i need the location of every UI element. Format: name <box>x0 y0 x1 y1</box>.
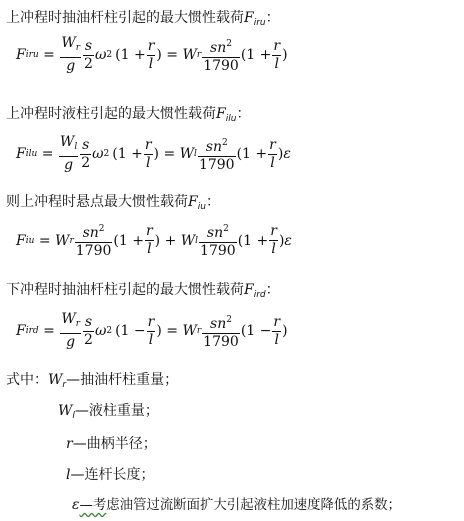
legend-row-3: r—曲柄半径； <box>66 436 157 452</box>
fraction-s-2: $\frac{s}{2}$ <box>84 37 93 72</box>
fraction-Wl-g: $\frac{W_l}{g}$ <box>59 134 78 173</box>
heading-total-upstroke: 则上冲程时悬点最大惯性载荷$F_{iu}$： <box>6 194 220 212</box>
heading-text: 上冲程时抽油杆柱引起的最大惯性载荷 <box>6 10 244 26</box>
fraction-r-l: $\frac{r}{l}$ <box>147 313 155 348</box>
fraction-r-l: $\frac{r}{l}$ <box>147 37 155 72</box>
fraction-sn2-1790: $\frac{sn^2}{1790}$ <box>198 137 235 173</box>
fraction-sn2-1790: $\frac{sn^2}{1790}$ <box>203 314 239 350</box>
symbol-F: F <box>244 10 254 26</box>
fraction-s-2: $\frac{s}{2}$ <box>81 136 91 171</box>
fraction-Wr-g: $\frac{W_r}{g}$ <box>61 35 81 74</box>
fraction-r-l: $\frac{r}{l}$ <box>269 136 276 171</box>
legend-intro: 式中： <box>6 372 48 388</box>
formula-rod-downstroke: F ird = $\frac{W_r}{g}$ $\frac{s}{2}$ ω 2 (1 − $\frac{r}{l}$ ) = W r $\frac{sn^2}{1790}$ (1 − $\frac{r}{l}$ ) <box>16 311 288 350</box>
fraction-r-l: $\frac{r}{l}$ <box>273 37 281 72</box>
heading-liquid-upstroke: 上冲程时液柱引起的最大惯性载荷$F_{ilu}$： <box>6 106 251 124</box>
legend-row-2: $W_l—$液柱重量； <box>58 403 159 421</box>
fraction-r-l: $\frac{r}{l}$ <box>144 136 152 171</box>
legend-row-5: ε—考虑油管过流断面扩大引起液柱加速度降低的系数； <box>72 497 401 513</box>
fraction-s-2: $\frac{s}{2}$ <box>84 313 93 348</box>
fraction-r-l: $\frac{r}{l}$ <box>273 313 281 348</box>
legend-row-1: 式中：$W_r—$抽油杆柱重量； <box>6 372 179 390</box>
legend-row-4: l—连杆长度； <box>66 467 155 483</box>
formula-total-upstroke: F iu = W r $\frac{sn^2}{1790}$ (1 + $\frac{r}{l}$ ) + W l $\frac{sn^2}{1790}$ (1 + $\frac{r}{l}$ ) ε <box>16 223 292 259</box>
formula-rod-upstroke: F iru = $\frac{W_r}{g}$ $\frac{s}{2}$ ω 2 (1 + $\frac{r}{l}$ ) = W r $\frac{sn^2}{1790}$ (1 + $\frac{r}{l}$ ) <box>16 35 288 74</box>
fraction-r-l: $\frac{r}{l}$ <box>145 223 153 257</box>
fraction-sn2-1790: $\frac{sn^2}{1790}$ <box>203 38 239 74</box>
fraction-r-l: $\frac{r}{l}$ <box>270 223 277 257</box>
fraction-sn2-1790: $\frac{sn^2}{1790}$ <box>200 224 236 259</box>
heading-rod-downstroke: 下冲程时抽油杆柱引起的最大惯性载荷$F_{ird}$： <box>6 282 280 300</box>
fraction-sn2-1790: $\frac{sn^2}{1790}$ <box>75 224 112 259</box>
formula-liquid-upstroke: F ilu = $\frac{W_l}{g}$ $\frac{s}{2}$ ω 2 (1 + $\frac{r}{l}$ ) = W l $\frac{sn^2}{1790}$ (1 + $\frac{r}{l}$ ) ε <box>16 134 291 173</box>
fraction-Wr-g: $\frac{W_r}{g}$ <box>61 311 81 350</box>
heading-rod-upstroke: 上冲程时抽油杆柱引起的最大惯性载荷$F_{iru}$： <box>6 10 280 28</box>
symbol-subscript: iru <box>253 18 266 28</box>
spellcheck-underline: —考 <box>79 498 107 513</box>
